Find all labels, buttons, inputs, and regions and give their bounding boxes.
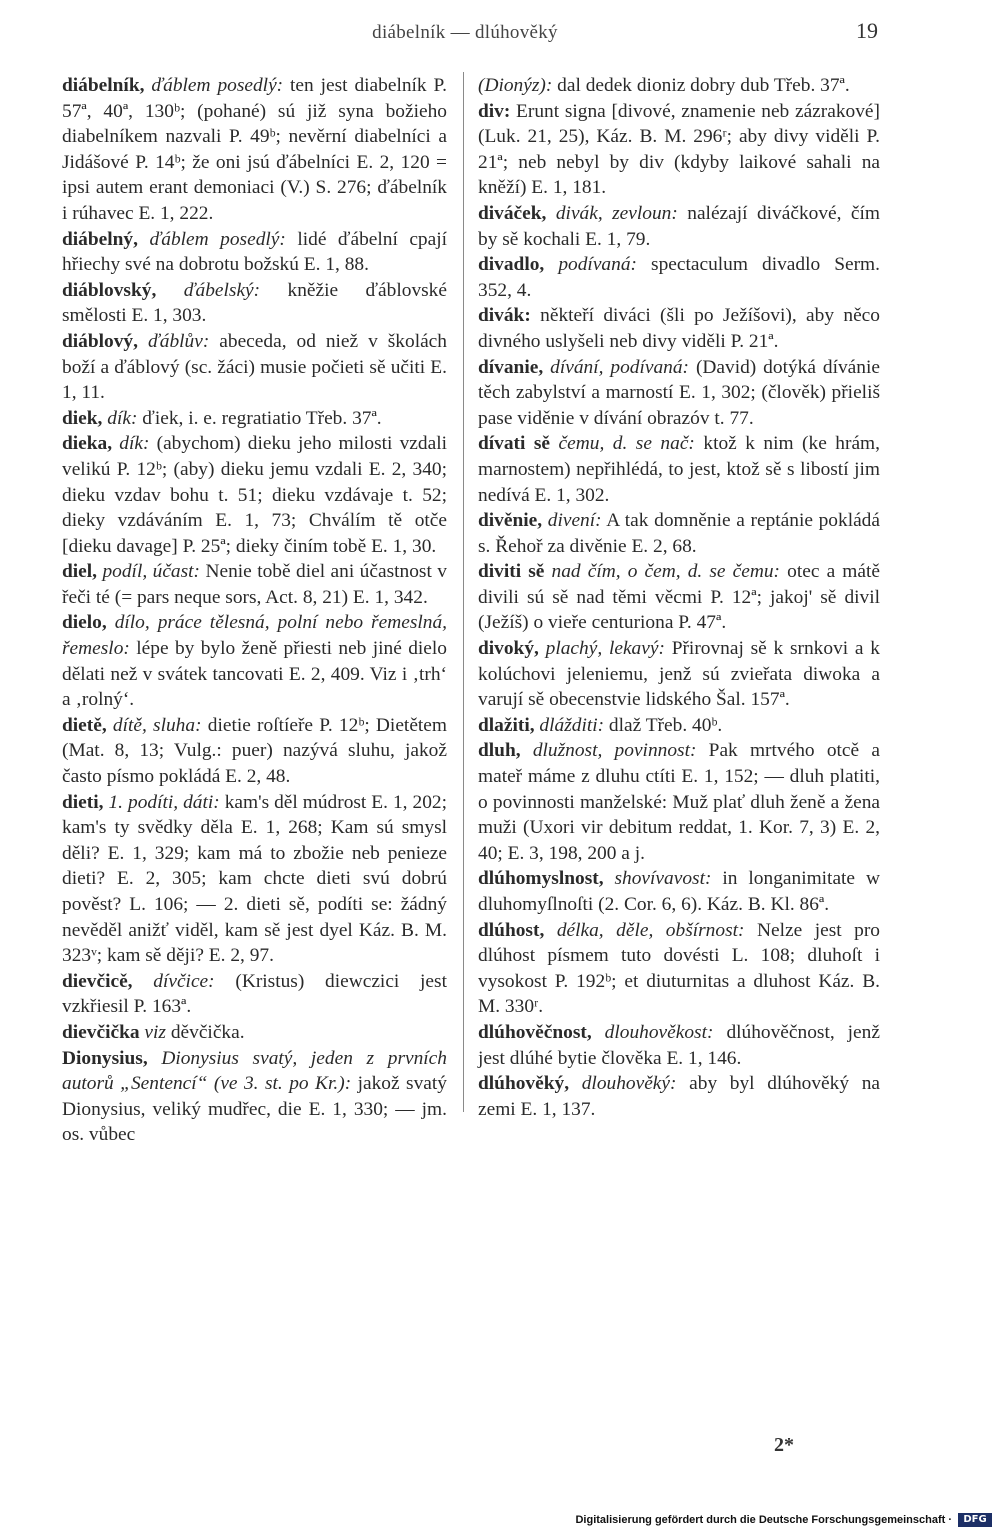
entry-text: nalézají diváčkové, čím by sě kochali E. 1, 79. [478,202,880,250]
page-header [0,18,1000,52]
headword: dielo, [62,612,107,634]
entry-text: dietie roſtíeře P. 12ᵇ; Dietětem (Mat. 8, 13; Vulg.: puer) nazývá sluhu, jakož často písmo pokládá E. 2, 48. [62,714,447,788]
headword: dlúhost, [478,919,545,941]
dictionary-entry [62,1046,447,1148]
dictionary-entry [62,559,447,610]
headword: dieka, [62,433,113,455]
gloss: divák, zevloun: [555,202,678,224]
dictionary-entry [478,1020,880,1071]
running-title: diábelník — dlúhověký [372,22,558,43]
dfg-logo: DFG [958,1513,992,1527]
headword: dievčicě, [62,970,133,992]
gloss: dlouhověkost: [604,1021,714,1043]
dictionary-entry [62,610,447,712]
dictionary-entry [478,508,880,559]
headword: divák: [478,305,531,327]
entry-text: dlaž Třeb. 40ᵇ. [608,714,723,736]
headword: diábelník, [62,75,145,96]
gloss: čemu, d. se nač: [558,433,695,455]
dictionary-entry [478,355,880,432]
gloss: ďáblem posedlý: [149,228,286,250]
entry-text: (David) dotýká dívánie těch zabylství a marností E. 1, 302; (člověk) přieliš pase viděnie v dívání obrazóv t. 77. [478,356,880,429]
headword: diáblovský, [62,279,157,301]
left-column [62,73,447,1148]
gloss: Dionysius svatý, jeden z prvních autorů „Sentencí“ (ve 3. st. po Kr.): [62,1047,447,1095]
gloss: dítě, sluha: [112,714,202,736]
footer [0,1502,1000,1532]
gloss: plachý, lekavý: [545,638,665,660]
headword: Dionysius, [62,1047,148,1069]
funding-credit: Digitalisierung gefördert durch die Deutsche Forschungsgemeinschaft · [575,1514,952,1526]
dictionary-entry [62,790,447,969]
entry-text: děvčička. [170,1021,245,1043]
gloss: ďábelský: [183,279,261,301]
entry-text: ďiek, i. e. regratiatio Třeb. 37ª. [142,407,382,429]
headword: dluh, [478,740,521,762]
gloss: viz [144,1021,166,1043]
headword: diváček, [478,202,547,224]
headword: dlúhověký, [478,1073,570,1095]
dictionary-entry [478,1071,880,1122]
entry-text: otec a mátě divili sú sě nad těmi věcmi P. 12ª; jakoj' sě divil (Ježíš) o vieře centuriona P. 47ª. [478,561,880,634]
dictionary-entry [62,73,447,227]
entry-text: Přirovnaj sě k srnkovi a k kolúchovi jeleniemu, jenž sú zvieřata diwoka a varují sě obecenstvie lidského Šal. 157ª. [478,638,880,711]
gloss: dlužnost, povinnost: [532,740,697,762]
dictionary-entry [62,406,447,432]
entry-text: dlúhověčnost, jenž jest dlúhé bytie člověka E. 1, 146. [478,1021,880,1069]
gloss: (Dionýz): [478,75,553,96]
headword: dívati sě [478,433,551,455]
headword: dlúhověčnost, [478,1021,592,1043]
headword: diek, [62,407,103,429]
gloss: podíl, účast: [102,561,201,583]
entry-text: aby byl dlúhověký na zemi E. 1, 137. [478,1073,881,1120]
entry-text: ten jest diabelník P. 57ª, 40ª, 130ᵇ; (pohané) sú již syna božieho diabelníkem nazvali P. 49ᵇ; nevěrní diabelníci a Jidášové P. 14ᵇ; že oni jsú ďábelníci E. 2, 120 = ipsi autem erant demoniaci (V.) S. 276; ďábelník i rúhavec E. 1, 222. [62,75,447,224]
entry-text: kam's děl múdrost E. 1, 202; kam's ty svědky děla E. 1, 268; Kam sú smysl děli? E. 1, 329; kam má to zbožie neb penieze dieti? E. 2, 305; kam chcte dieti svú dobrú pověst? L. 106; — 2. dieti sě, podíti se: žádný nevěděl anižť viděl, kam sě jest dyel Káz. B. M. 323ᵛ; kam sě ději? E. 2, 97. [62,791,447,967]
gloss: délka, děle, obšírnost: [556,919,745,941]
dictionary-entry [62,227,447,278]
column-divider [463,72,464,1112]
headword: dieti, [62,791,104,813]
entry-text: kněžie ďáblovské smělosti E. 1, 303. [62,279,447,327]
dictionary-entry [62,713,447,790]
signature-mark: 2* [774,1434,794,1456]
headword: dlúhomyslnost, [478,868,604,890]
gloss: ďáblův: [147,330,210,352]
page-number: 19 [856,18,878,43]
gloss: dlážditi: [539,714,605,736]
entry-text: dal dedek dioniz dobry dub Třeb. 37ª. [557,75,850,96]
headword: div: [478,100,511,122]
headword: diviti sě [478,561,545,583]
gloss: 1. podíti, dáti: [108,791,220,813]
headword: diáblový, [62,330,138,352]
headword: dívanie, [478,356,544,378]
dictionary-entry [478,303,880,354]
entry-text: (abychom) dieku jeho milosti vzdali velikú P. 12ᵇ; (aby) dieku jemu vzdali E. 2, 340; dieku vzdav bohu t. 51; dieku vzdávaje t. 52; dieky vzdáváním E. 1, 73; Chválím tě otče [dieku davage] P. 25ª; dieky činím tobě E. 1, 30. [62,433,447,557]
dictionary-entry [478,559,880,636]
gloss: dílo, práce tělesná, polní nebo řemeslná, řemeslo: [62,612,447,660]
dictionary-entry [478,713,880,739]
headword: dlažiti, [478,714,535,736]
gloss: ďáblem posedlý: [151,75,284,96]
entry-text: Nenie tobě diel ani účastnost v řeči té (= pars neque sors, Act. 8, 21) E. 1, 342. [62,561,447,608]
entry-text: někteří diváci (šli po Ježíšovi), aby něco divného uslyšeli neb divy viděli P. 21ª. [478,305,880,352]
dictionary-entry [62,969,447,1020]
dictionary-entry [478,73,880,99]
dictionary-entry [478,201,880,252]
dictionary-entry [62,1020,447,1046]
gloss: dívčice: [153,970,215,992]
entry-text: (Kristus) diewczici jest vzkřiesil P. 163ª. [62,970,447,1018]
dictionary-entry [62,329,447,406]
dictionary-entry [62,278,447,329]
dictionary-entry [478,738,880,866]
headword: divadlo, [478,254,545,276]
entry-text: Nelze jest pro dlúhost písmem tuto dovésti L. 108; dluhoſt i vysokost P. 192ᵇ; et diuturnitas a dluhost Káz. B. M. 330ʳ. [478,919,880,1018]
dictionary-entry [478,636,880,713]
headword: dietě, [62,714,107,736]
entry-text: Erunt signa [divové, znamenie neb zázrakové] (Luk. 21, 25), Káz. B. M. 296ʳ; aby divy viděli P. 21ª; neb nebyl by div (kdyby laikové sahali na kněží) E. 1, 181. [478,100,880,199]
headword: diel, [62,561,98,583]
entry-text: ktož k nim (ke hrám, marnostem) nepřihlédá, to jest, ktož sě s libostí jim nedívá E. 1, 302. [478,433,880,506]
entry-text: Pak mrtvého otcě a mateř máme z dluhu ctíti E. 1, 152; — dluh platiti, o povinnosti manželské: Muž plať dluh ženě a žena muži (Uxori vir debitum reddat, 1. Kor. 7, 3) E. 2, 40; E. 3, 198, 200 a j. [478,740,880,864]
dictionary-entry [478,918,880,1020]
gloss: nad čím, o čem, d. se čemu: [551,561,781,583]
dictionary-entry [62,431,447,559]
gloss: dívání, podívaná: [550,356,690,378]
right-column [478,73,880,1122]
gloss: dík: [107,407,138,429]
entry-text: jakož svatý Dionysius, veliký mudřec, die E. 1, 330; — jm. os. vůbec [62,1073,447,1146]
entry-text: in longanimitate w dluhomyſlnoſti (2. Cor. 6, 6). Káz. B. Kl. 86ª. [478,868,880,915]
headword: dievčička [62,1021,140,1043]
gloss: podívaná: [558,254,637,276]
entry-text: lépe by bylo ženě přiesti neb jiné dielo dělati než v svátek tancovati E. 2, 409. Viz i ‚trh‘ a ‚rolný‘. [62,638,448,711]
gloss: dík: [119,433,150,455]
dictionary-entry [478,431,880,508]
gloss: dlouhověký: [581,1073,677,1095]
entry-text: abeceda, od niež v školách boží a ďáblový (sc. žáci) musie počieti sě učiti E. 1, 11. [62,330,447,404]
entry-text: lidé ďábelní cpají hřiechy své na dobrotu božskú E. 1, 88. [62,228,448,276]
dictionary-entry [478,252,880,303]
headword: divěnie, [478,510,543,532]
gloss: divení: [547,510,602,532]
dictionary-entry [478,99,880,201]
entry-text: spectaculum divadlo Serm. 352, 4. [478,254,880,301]
headword: divoký, [478,638,539,660]
gloss: shovívavost: [614,868,712,890]
headword: diábelný, [62,228,138,250]
entry-text: A tak domněnie a reptánie pokládá s. Řehoř za divěnie E. 2, 68. [478,510,880,557]
dictionary-entry [478,866,880,917]
